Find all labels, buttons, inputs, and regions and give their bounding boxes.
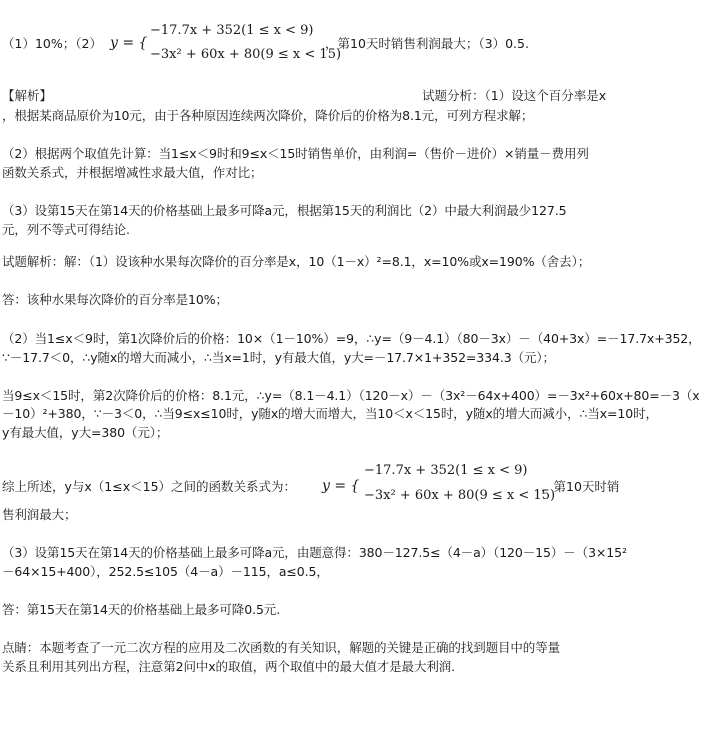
summary-case-1: −17.7x + 352(1 ≤ x < 9) <box>364 463 528 478</box>
answer-case-2: −3x² + 60x + 80(9 ≤ x < 15) <box>150 47 342 62</box>
solution-step-2-line-1: （2）当1≤x＜9时，第1次降价后的价格：10×（1－10%）=9，∴y=（9－4.1）（80－3x）－（40+3x）=－17.7x+352， <box>2 331 701 346</box>
solution-answer-1: 答：该种水果每次降价的百分率是10%； <box>2 292 228 307</box>
comment-line-1: 点睛：本题考查了一元二次方程的应用及二次函数的有关知识，解题的关键是正确的找到题目中的等量 <box>2 640 561 655</box>
analysis-p3-line-2: 元，列不等式可得结论. <box>2 222 130 237</box>
solution-answer-3: 答：第15天在第14天的价格基础上最多可降0.5元. <box>2 602 281 617</box>
solution-step-3-line-2: －10）²+380，∵－3＜0，∴当9≤x≤10时，y随x的增大而增大，当10＜x＜15时，y随x的增大而减小，∴当x=10时， <box>2 406 658 421</box>
solution-step-2-line-2: ∵－17.7＜0，∴y随x的增大而减小，∴当x=1时，y有最大值，y大=－17.7×1+352=334.3（元）； <box>2 350 555 365</box>
solution-step-3-line-1: 当9≤x＜15时，第2次降价后的价格：8.1元，∴y=（8.1－4.1）（120－x）－（3x²－64x+400）=－3x²+60x+80=－3（x <box>2 388 700 403</box>
summary-y-equals: y = { <box>322 478 360 494</box>
solution-step-4-line-2: －64×15+400），252.5≤105（4－a）－115，a≤0.5， <box>2 564 329 579</box>
summary-prefix: 综上所述，y与x（1≤x＜15）之间的函数关系式为： <box>2 479 297 494</box>
analysis-p2-line-2: 函数关系式，并根据增减性求最大值，作对比； <box>2 165 263 180</box>
answer-case-1: −17.7x + 352(1 ≤ x < 9) <box>150 23 314 38</box>
solution-step-4-line-1: （3）设第15天在第14天的价格基础上最多可降a元，由题意得：380－127.5≤（4－a）（120－15）－（3×15² <box>2 545 627 560</box>
solution-step-3-line-3: y有最大值，y大=380（元）； <box>2 425 169 440</box>
analysis-head: 试题分析：（1）设这个百分率是x <box>422 88 607 103</box>
summary-case-2: −3x² + 60x + 80(9 ≤ x < 15) <box>364 488 556 503</box>
comment-line-2: 关系且利用其列出方程，注意第2问中x的取值，两个取值中的最大值才是最大利润. <box>2 659 456 674</box>
answer-y-equals: y = { <box>110 35 148 51</box>
analysis-p2-line-1: （2）根据两个取值先计算：当1≤x＜9时和9≤x＜15时销售单价，由利润=（售价－进价）×销量－费用列 <box>2 146 589 161</box>
answer-part1: （1）10%；（2） <box>2 36 102 51</box>
analysis-line-1: ，根据某商品原价为10元，由于各种原因连续两次降价，降价后的价格为8.1元，可列方程求解； <box>2 108 534 123</box>
solution-step-1: 试题解析：解：（1）设该种水果每次降价的百分率是x，10（1－x）²=8.1，x=10%或x=190%（舍去）； <box>2 254 591 269</box>
answer-part2: ，第10天时销售利润最大；（3）0.5. <box>325 36 529 51</box>
analysis-label: 【解析】 <box>2 88 53 103</box>
analysis-p3-line-1: （3）设第15天在第14天的价格基础上最多可降a元，根据第15天的利润比（2）中最大利润最少127.5 <box>2 203 567 218</box>
summary-suffix: ，第10天时销 <box>541 479 620 494</box>
summary-line-2: 售利润最大； <box>2 507 77 522</box>
